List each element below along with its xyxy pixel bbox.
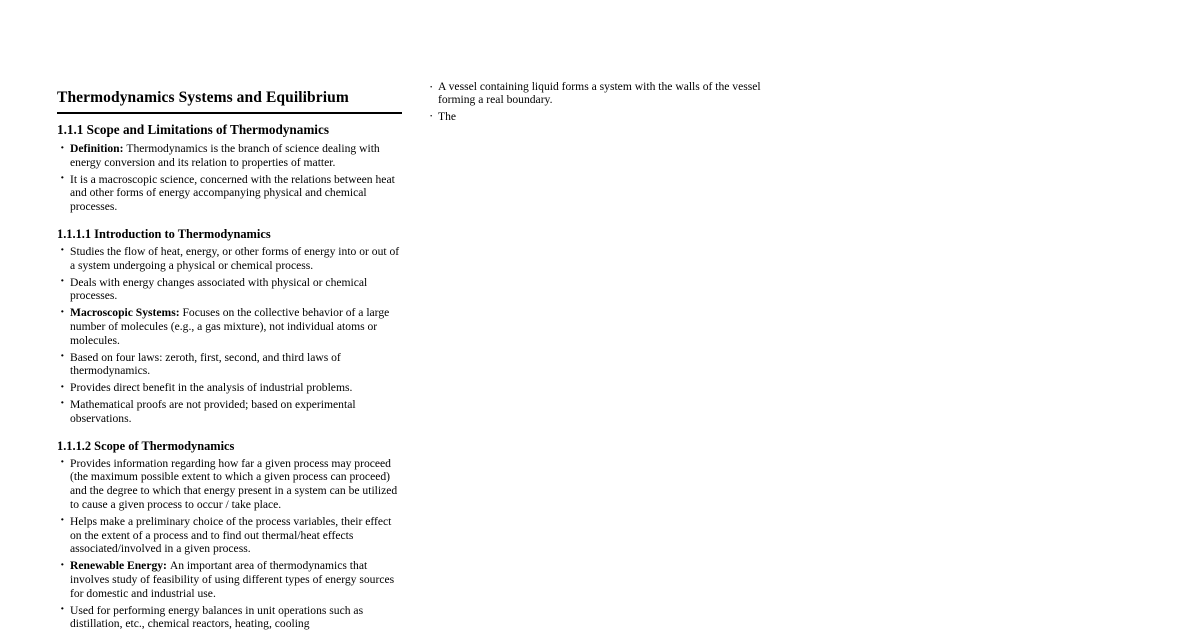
- list-item: [57, 398, 402, 426]
- bullet-text: Used for performing energy balances in unit operations such as distillation, etc., chemical reactors, heating, cooling: [70, 603, 364, 631]
- bullet-text: An important area of thermodynamics that involves study of feasibility of using different types of energy sources for domestic and industrial use.: [70, 559, 395, 600]
- bullet-text: Studies the flow of heat, energy, or other forms of energy into or out of a system undergoing a physical or chemical process.: [70, 244, 400, 272]
- bullet-list-1-1-1-1: [57, 245, 402, 426]
- bullet-lead: Renewable Energy:: [70, 559, 170, 573]
- bullet-text: Deals with energy changes associated with physical or chemical processes.: [70, 275, 368, 303]
- section-heading-1-1-1-2: 1.1.1.2 Scope of Thermodynamics: [57, 438, 235, 453]
- bullet-lead: Macroscopic Systems:: [70, 306, 183, 320]
- bullet-text: The: [438, 109, 457, 123]
- list-item: [57, 173, 402, 214]
- bullet-list-1-1-1-2: [57, 457, 402, 632]
- bullet-text: Provides information regarding how far a given process may proceed (the maximum possible extent to which a given process can proceed) and the degree to which that energy present in a system can be utilized to cause a given process to occur / take place.: [70, 456, 398, 511]
- bullet-list-1-1-1: [57, 142, 402, 214]
- list-item: [57, 306, 402, 347]
- list-item: [57, 515, 402, 556]
- list-item: [57, 142, 402, 170]
- bullet-text: Helps make a preliminary choice of the process variables, their effect on the extent of a process and to find out thermal/heat effects associated/involved in a given process.: [70, 514, 392, 556]
- section-heading-1-1-1-1: 1.1.1.1 Introduction to Thermodynamics: [57, 226, 271, 241]
- bullet-text: Based on four laws: zeroth, first, second, and third laws of thermodynamics.: [70, 350, 341, 378]
- bullet-text: A vessel containing liquid forms a system with the walls of the vessel forming a real boundary.: [438, 80, 761, 107]
- list-item: [429, 80, 779, 107]
- left-column: [57, 88, 402, 634]
- list-item: [429, 110, 779, 123]
- bullet-text: Thermodynamics is the branch of science dealing with energy conversion and its relation to properties of matter.: [70, 142, 380, 169]
- section-heading-1-1-1: 1.1.1 Scope and Limitations of Thermodynamics: [57, 122, 329, 137]
- right-column-bullet-list: [429, 80, 779, 123]
- list-item: [57, 276, 402, 304]
- list-item: [57, 245, 402, 273]
- document-title: Thermodynamics Systems and Equilibrium: [57, 89, 349, 106]
- right-column: [429, 80, 779, 126]
- bullet-text: Focuses on the collective behavior of a large number of molecules (e.g., a gas mixture), not individual atoms or molecules.: [70, 306, 390, 347]
- bullet-text: Mathematical proofs are not provided; based on experimental observations.: [70, 397, 356, 425]
- list-item: [57, 381, 402, 395]
- list-item: [57, 457, 402, 512]
- bullet-lead: Definition:: [70, 142, 127, 155]
- list-item: [57, 351, 402, 379]
- bullet-text: It is a macroscopic science, concerned with the relations between heat and other forms of energy accompanying physical and chemical processes.: [70, 172, 395, 214]
- list-item: [57, 604, 402, 632]
- list-item: [57, 559, 402, 600]
- title-divider: [57, 112, 402, 114]
- bullet-text: Provides direct benefit in the analysis of industrial problems.: [70, 381, 353, 395]
